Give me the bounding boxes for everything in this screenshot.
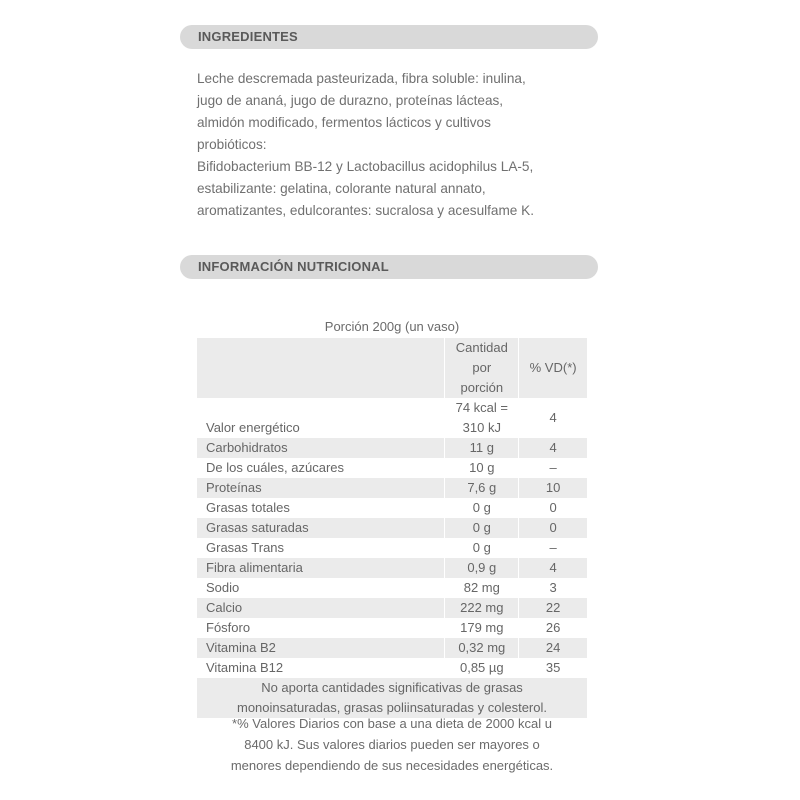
row-name: Fósforo (197, 618, 445, 638)
ingredients-line: aromatizantes, edulcorantes: sucralosa y acesulfame K. (197, 203, 534, 218)
row-qty: 11 g (445, 438, 519, 458)
row-vd: 0 (519, 498, 587, 518)
row-vd: 4 (519, 438, 587, 458)
table-row (197, 658, 587, 678)
table-row (197, 538, 587, 558)
table-row (197, 498, 587, 518)
row-vd: 26 (519, 618, 587, 638)
row-vd: 4 (519, 558, 587, 578)
nutrition-header: INFORMACIÓN NUTRICIONAL (180, 255, 598, 279)
header-name-cell (197, 338, 445, 398)
header-qty-cell (445, 338, 519, 398)
row-name: De los cuáles, azúcares (197, 458, 445, 478)
header-qty-line: Cantidad (455, 340, 508, 355)
footnote-line: *% Valores Diarios con base a una dieta de 2000 kcal u (232, 716, 552, 731)
row-vd: 3 (519, 578, 587, 598)
ingredients-text (197, 68, 597, 222)
note-line: monoinsaturadas, grasas poliinsaturadas y colesterol. (236, 700, 547, 715)
table-row (197, 638, 587, 658)
row-name: Vitamina B2 (197, 638, 445, 658)
row-qty (445, 398, 519, 438)
ingredients-line: jugo de ananá, jugo de durazno, proteínas lácteas, (197, 93, 504, 108)
table-row (197, 478, 587, 498)
row-qty: 179 mg (445, 618, 519, 638)
row-qty: 0,32 mg (445, 638, 519, 658)
table-row (197, 618, 587, 638)
row-name: Carbohidratos (197, 438, 445, 458)
row-vd: 22 (519, 598, 587, 618)
row-qty: 7,6 g (445, 478, 519, 498)
table-row (197, 438, 587, 458)
ingredients-header: INGREDIENTES (180, 25, 598, 49)
footnote-line: menores dependiendo de sus necesidades energéticas. (230, 758, 554, 773)
table-row (197, 598, 587, 618)
row-vd: 4 (519, 398, 587, 438)
row-name: Fibra alimentaria (197, 558, 445, 578)
header-qty-line: porción (460, 380, 504, 395)
table-note-row (197, 678, 587, 718)
row-qty: 0 g (445, 498, 519, 518)
table-row (197, 518, 587, 538)
row-name: Proteínas (197, 478, 445, 498)
row-name: Valor energético (197, 398, 445, 438)
row-vd: 35 (519, 658, 587, 678)
row-name: Vitamina B12 (197, 658, 445, 678)
row-qty: 0,9 g (445, 558, 519, 578)
table-row-energy (197, 398, 587, 438)
row-vd: – (519, 458, 587, 478)
row-vd: – (519, 538, 587, 558)
footnote (197, 713, 587, 776)
row-qty: 222 mg (445, 598, 519, 618)
table-row (197, 558, 587, 578)
row-qty: 10 g (445, 458, 519, 478)
table-row (197, 578, 587, 598)
table-header-row (197, 338, 587, 398)
ingredients-line: estabilizante: gelatina, colorante natural annato, (197, 181, 486, 196)
energy-qty-line: 310 kJ (462, 420, 501, 435)
note-line: No aporta cantidades significativas de grasas (261, 680, 523, 695)
row-name: Sodio (197, 578, 445, 598)
row-name: Grasas Trans (197, 538, 445, 558)
ingredients-line: probióticos: (197, 137, 267, 152)
row-vd: 24 (519, 638, 587, 658)
row-name: Grasas saturadas (197, 518, 445, 538)
header-vd-cell: % VD(*) (519, 338, 587, 398)
footnote-line: 8400 kJ. Sus valores diarios pueden ser mayores o (244, 737, 540, 752)
energy-qty-line: 74 kcal = (455, 400, 509, 415)
row-qty: 82 mg (445, 578, 519, 598)
table-note (197, 678, 587, 718)
ingredients-line: almidón modificado, fermentos lácticos y cultivos (197, 115, 491, 130)
row-qty: 0 g (445, 538, 519, 558)
row-name: Calcio (197, 598, 445, 618)
nutrition-table (197, 338, 587, 718)
row-qty: 0,85 µg (445, 658, 519, 678)
row-qty: 0 g (445, 518, 519, 538)
row-name: Grasas totales (197, 498, 445, 518)
ingredients-line: Bifidobacterium BB-12 y Lactobacillus acidophilus LA-5, (197, 159, 534, 174)
table-row (197, 458, 587, 478)
row-vd: 0 (519, 518, 587, 538)
row-vd: 10 (519, 478, 587, 498)
portion-label: Porción 200g (un vaso) (324, 319, 460, 334)
ingredients-line: Leche descremada pasteurizada, fibra soluble: inulina, (197, 71, 526, 86)
header-qty-line: por (472, 360, 492, 375)
